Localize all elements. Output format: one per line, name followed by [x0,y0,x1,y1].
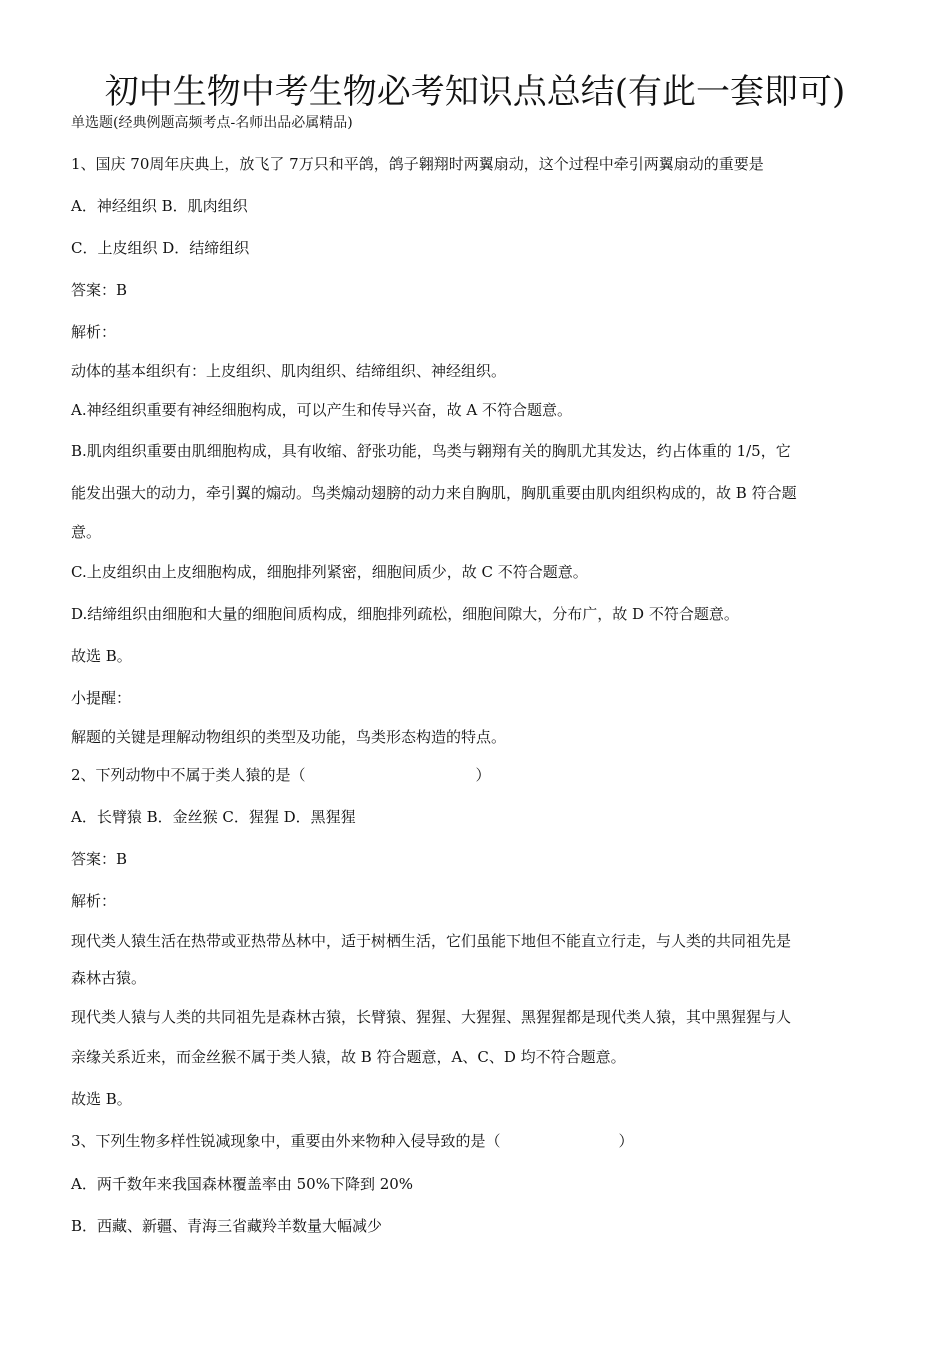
q3-stem [71,1130,891,1152]
q1-analysis-label: 解析： [71,323,117,341]
q1-options-ab: A．神经组织 B．肌肉组织 [71,197,248,215]
q1-analysis-line: 意。 [71,523,102,541]
q2-analysis-line: 现代类人猿生活在热带或亚热带丛林中，适于树栖生活，它们虽能下地但不能直立行走，与人类的共同祖先是 [71,932,792,950]
section-subtitle: 单选题(经典例题高频考点-名师出品必属精品) [71,115,353,131]
q2-stem-close: ） [475,766,491,784]
q2-analysis-line: 森林古猿。 [71,969,147,987]
q1-tip-label: 小提醒： [71,689,132,707]
q1-conclusion: 故选 B。 [71,647,132,665]
q2-options: A．长臂猿 B．金丝猴 C．猩猩 D．黑猩猩 [71,808,356,826]
q2-analysis-label: 解析： [71,892,117,910]
q1-answer: 答案：B [71,281,128,299]
q1-options-cd: C．上皮组织 D．结缔组织 [71,239,250,257]
q1-analysis-line: D.结缔组织由细胞和大量的细胞间质构成，细胞排列疏松，细胞间隙大，分布广，故 D 不符合题意。 [71,605,739,623]
q2-answer: 答案：B [71,850,128,868]
q3-stem-close: ） [618,1132,634,1150]
q3-option-b: B．西藏、新疆、青海三省藏羚羊数量大幅减少 [71,1217,383,1235]
page-title: 初中生物中考生物必考知识点总结(有此一套即可) [104,72,846,112]
q2-analysis-line: 现代类人猿与人类的共同祖先是森林古猿，长臂猿、猩猩、大猩猩、黑猩猩都是现代类人猿，其中黑猩猩与人 [71,1008,792,1026]
q1-analysis-line: C.上皮组织由上皮细胞构成，细胞排列紧密，细胞间质少，故 C 不符合题意。 [71,563,588,581]
q1-analysis-line: A.神经组织重要有神经细胞构成，可以产生和传导兴奋，故 A 不符合题意。 [71,401,572,419]
q2-conclusion: 故选 B。 [71,1090,132,1108]
q2-stem-text: 2、下列动物中不属于类人猿的是（ [71,766,306,784]
q3-option-a: A．两千数年来我国森林覆盖率由 50%下降到 20% [71,1175,414,1193]
q1-analysis-line: 能发出强大的动力，牵引翼的煽动。鸟类煽动翅膀的动力来自胸肌，胸肌重要由肌肉组织构成的，故 B 符合题 [71,484,797,502]
q2-analysis-line: 亲缘关系近来，而金丝猴不属于类人猿，故 B 符合题意，A、C、D 均不符合题意。 [71,1048,626,1066]
q3-stem-text: 3、下列生物多样性锐减现象中，重要由外来物种入侵导致的是（ [71,1132,501,1150]
q1-tip: 解题的关键是理解动物组织的类型及功能，鸟类形态构造的特点。 [71,728,507,746]
q2-stem [71,764,891,786]
q1-stem: 1、国庆 70周年庆典上，放飞了 7万只和平鸽，鸽子翱翔时两翼扇动，这个过程中牵引两翼扇动的重要是 [71,155,764,173]
q1-analysis-line: 动体的基本组织有：上皮组织、肌肉组织、结缔组织、神经组织。 [71,362,507,380]
q1-analysis-line: B.肌肉组织重要由肌细胞构成，具有收缩、舒张功能，鸟类与翱翔有关的胸肌尤其发达，约占体重的 1/5，它 [71,442,791,460]
